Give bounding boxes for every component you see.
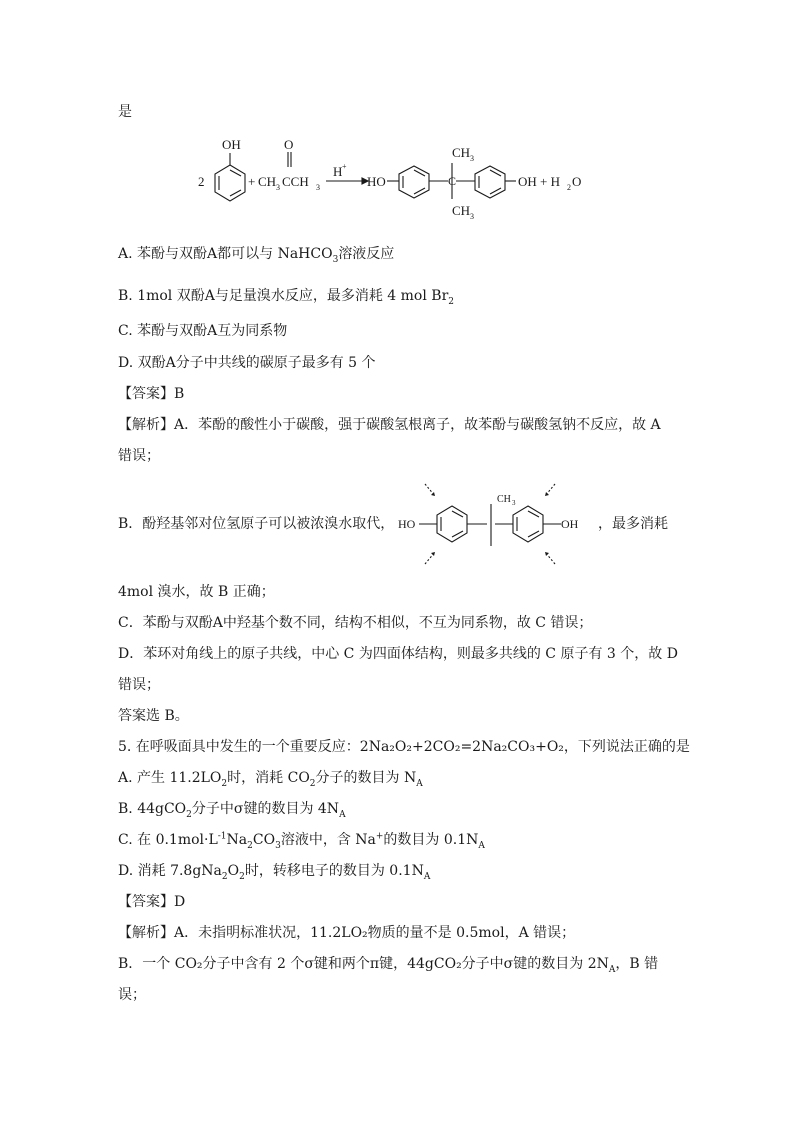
water-o: O: [572, 174, 582, 189]
svg-text:C: C: [448, 174, 457, 188]
methyl-bottom: CH: [452, 203, 471, 218]
q5-analysis-a: 【解析】A．未指明标准状况，11.2LO₂物质的量不是 0.5mol，A 错误；: [118, 925, 576, 941]
q4-option-a: A. 苯酚与双酚A都可以与 NaHCO$_3$溶液反应: [118, 246, 395, 265]
q5-option-a: A. 产生 $11.2LO_2$时，消耗 $CO_2$分子的数目为 $N_A$: [118, 770, 423, 789]
acetone-ch: CH: [258, 174, 277, 189]
reaction-equation: [190, 135, 610, 225]
phenol-oh: OH: [222, 137, 241, 152]
q5-option-c: C. 在 $0.1mol\cdot L^{-1}Na_2CO_3$溶液中，含 Na+的数目为 $0.1N_A$: [118, 831, 485, 851]
svg-text:2: 2: [567, 183, 571, 192]
catalyst: H: [333, 164, 343, 179]
coef: 2: [198, 174, 205, 189]
bpa-oh: OH: [561, 517, 579, 531]
product-ho: HO: [367, 174, 386, 189]
q5-option-d: D. 消耗 $7.8gNa_2O_2$时，转移电子的数目为 $0.1N_A$: [118, 863, 431, 882]
q4-analysis-d-line2: 错误；: [118, 677, 160, 693]
q5-answer: 【答案】D: [118, 894, 186, 910]
svg-text:3: 3: [470, 212, 474, 221]
svg-text:3: 3: [512, 499, 516, 507]
product-oh: OH: [518, 174, 537, 189]
carbonyl-o: O: [284, 137, 294, 152]
q4-analysis-b-pre: B．酚羟基邻对位氢原子可以被浓溴水取代，: [118, 516, 395, 532]
q4-analysis-b-post: ，最多消耗: [598, 516, 668, 532]
methyl-top: CH: [452, 145, 471, 160]
q5-option-b: B. 44gCO$_2$分子中σ键的数目为 $4N_A$: [118, 801, 346, 820]
acetone-cch: CCH: [282, 174, 309, 189]
svg-text:3: 3: [470, 154, 474, 163]
q4-option-b: B. 1mol 双酚A与足量溴水反应，最多消耗 4 mol $Br_2$: [118, 288, 454, 307]
q4-analysis-a-line1: 【解析】A．苯酚的酸性小于碳酸，强于碳酸氢根离子，故苯酚与碳酸氢钠不反应，故 A: [118, 417, 661, 433]
q4-analysis-a-line2: 错误；: [118, 448, 160, 464]
q4-analysis-d-line1: D．苯环对角线上的原子共线，中心 C 为四面体结构，则最多共线的 C 原子有 3 个，故 D: [118, 646, 678, 662]
svg-text:3: 3: [316, 183, 320, 192]
q4-answer: 【答案】B: [118, 386, 185, 402]
bisphenol-structure: [395, 476, 595, 576]
q4-analysis-b-line2: 4mol 溴水，故 B 正确；: [118, 584, 275, 600]
q5-stem: 5. 在呼吸面具中发生的一个重要反应：2Na₂O₂+2CO₂=2Na₂CO₃+O₂，下列说法正确的是: [118, 739, 690, 755]
bpa-ho: HO: [398, 517, 416, 531]
svg-text:+: +: [342, 162, 347, 171]
plus-1: +: [248, 174, 256, 189]
q4-choose: 答案选 B。: [118, 708, 189, 724]
q4-option-c: C. 苯酚与双酚A互为同系物: [118, 323, 288, 339]
intro-tail: 是: [118, 104, 132, 120]
q5-analysis-b-line2: 误；: [118, 987, 146, 1003]
q5-analysis-b-line1: B．一个 CO₂分子中含有 2 个σ键和两个π键，44gCO₂分子中σ键的数目为 $2N_A$，B 错: [118, 956, 659, 975]
q4-analysis-c: C．苯酚与双酚A中羟基个数不同，结构不相似，不互为同系物，故 C 错误；: [118, 615, 593, 631]
q4-option-d: D. 双酚A分子中共线的碳原子最多有 5 个: [118, 355, 376, 371]
water-h: + H: [540, 174, 560, 189]
svg-text:3: 3: [276, 183, 280, 192]
bpa-methyl: CH: [497, 494, 511, 505]
